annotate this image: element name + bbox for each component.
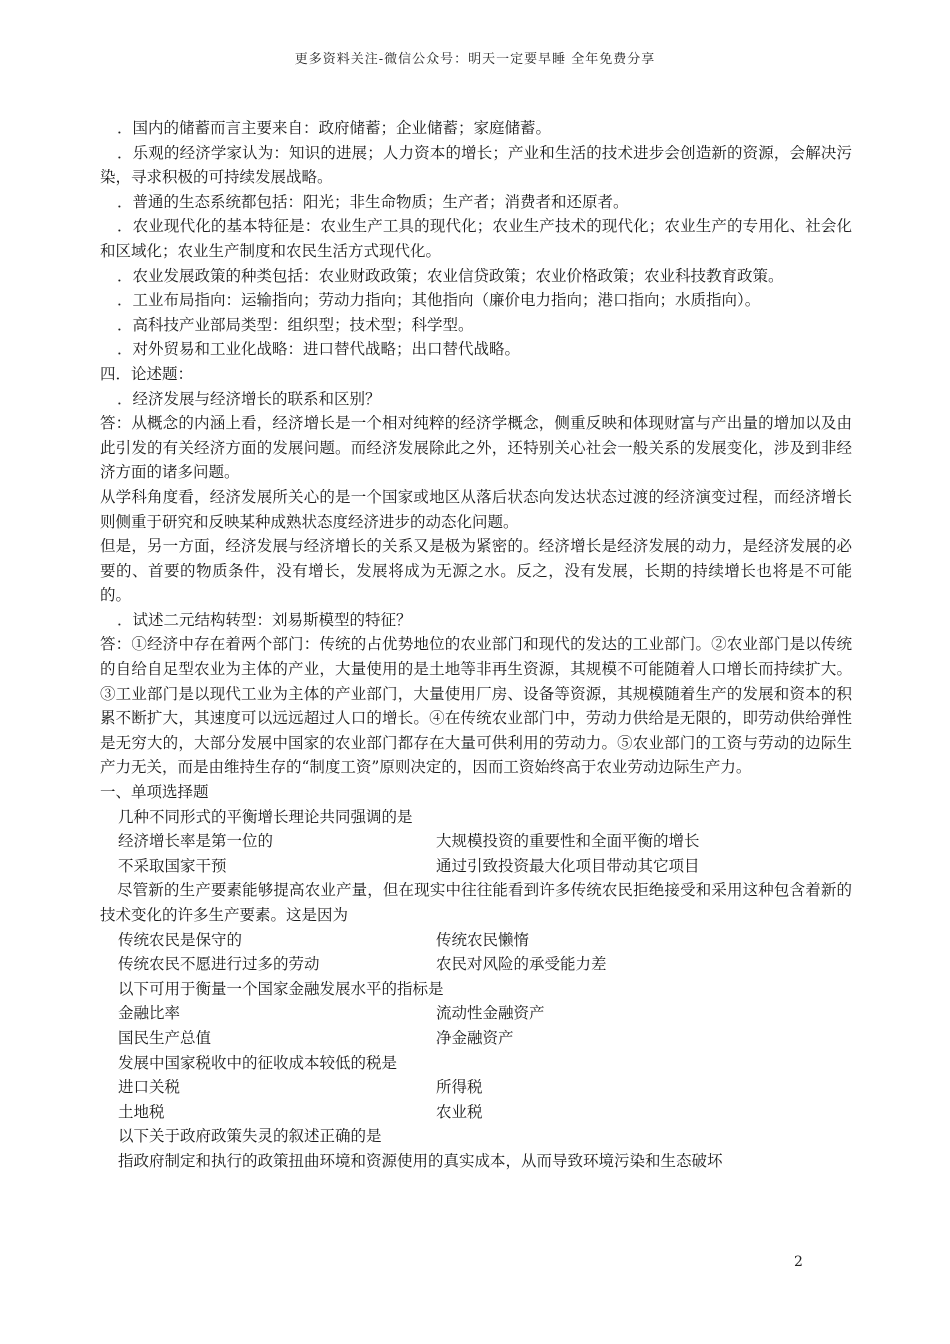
option: 不采取国家干预: [118, 856, 227, 875]
page-number: 2: [794, 1254, 803, 1270]
option: 农民对风险的承受能力差: [436, 955, 607, 974]
mc-heading: 一、单项选择题: [100, 783, 209, 802]
option: 农业税: [436, 1102, 483, 1121]
fill-item: ．乐观的经济学家认为：知识的进展；人力资本的增长；产业和生活的技术进步会创造新的资源，会解决污染，寻求积极的可持续发展战略。: [100, 143, 852, 187]
mc-question-2: 尽管新的生产要素能够提高农业产量，但在现实中往往能看到许多传统农民拒绝接受和采用这种包含着新的技术变化的许多生产要素。这是因为: [100, 881, 852, 924]
option: 金融比率: [118, 1004, 181, 1023]
essay-answer-1-para: 从学科角度看，经济发展所关心的是一个国家或地区从落后状态向发达状态过渡的经济演变过程，而经济增长则侧重于研究和反映某种成熟状态度经济进步的动态化问题。: [100, 487, 852, 531]
option-row: [100, 854, 852, 879]
option: 国民生产总值: [118, 1028, 212, 1047]
option: 所得税: [436, 1078, 483, 1097]
option-row: [100, 928, 852, 953]
mc-question-5: 以下关于政府政策失灵的叙述正确的是: [118, 1127, 382, 1146]
page-header: 更多资料关注-微信公众号：明天一定要早睡 全年免费分享: [294, 52, 656, 67]
essay-question-1: ．经济发展与经济增长的联系和区别？: [117, 389, 381, 408]
option: 净金融资产: [436, 1028, 514, 1047]
option-row: [100, 952, 852, 977]
fill-item: ．普通的生态系统都包括：阳光；非生命物质；生产者；消费者和还原者。: [117, 192, 629, 211]
option: 大规模投资的重要性和全面平衡的增长: [436, 832, 700, 851]
essay-answer-2: 答：①经济中存在着两个部门：传统的占优势地位的农业部门和现代的发达的工业部门。②农业部门是以传统的自给自足型农业为主体的产业，大量使用的是土地等非再生资源，其规模不可能随着人口增长而持续扩大。③工业部门是以现代工业为主体的产业部门，大量使用厂房、设备等资源，其规模随着生产的发展和资本的积累不断扩大，其速度可以远远超过人口的增长。④在传统农业部门中，劳动力供给是无限的，即劳动供给弹性是无穷大的，大部分发展中国家的农业部门都存在大量可供利用的劳动力。⑤农业部门的工资与劳动的边际生产力无关，而是由维持生存的“制度工资”原则决定的，因而工资始终高于农业劳动边际生产力。: [100, 635, 852, 777]
option: 传统农民不愿进行过多的劳动: [118, 955, 320, 974]
option-row: [100, 1026, 852, 1051]
option-row: [100, 829, 852, 854]
mc-question-4: 发展中国家税收中的征收成本较低的税是: [118, 1053, 398, 1072]
fill-item: ．对外贸易和工业化战略：进口替代战略；出口替代战略。: [117, 340, 521, 359]
fill-item: ．工业布局指向：运输指向；劳动力指向；其他指向（廉价电力指向；港口指向；水质指向）。: [117, 291, 761, 310]
fill-item: ．农业发展政策的种类包括：农业财政政策；农业信贷政策；农业价格政策；农业科技教育政策。: [117, 266, 784, 285]
fill-item: ．国内的储蓄而言主要来自：政府储蓄；企业储蓄；家庭储蓄。: [117, 119, 552, 137]
essay-question-2: ．试述二元结构转型：刘易斯模型的特征？: [117, 610, 412, 629]
fill-item: ．农业现代化的基本特征是：农业生产工具的现代化；农业生产技术的现代化；农业生产的专用化、社会化和区域化；农业生产制度和农民生活方式现代化。: [100, 217, 852, 260]
option: 土地税: [118, 1102, 165, 1121]
option-row: [100, 1001, 852, 1026]
essay-heading: 四．论述题：: [100, 364, 194, 383]
option: 通过引致投资最大化项目带动其它项目: [436, 856, 700, 875]
document-body: [100, 116, 852, 1174]
option: 传统农民懒惰: [436, 930, 530, 949]
essay-answer-1-para: 答：从概念的内涵上看，经济增长是一个相对纯粹的经济学概念，侧重反映和体现财富与产出量的增加以及由此引发的有关经济方面的发展问题。而经济发展除此之外，还特别关心社会一般关系的发展变化，涉及到非经济方面的诸多问题。: [100, 414, 852, 482]
option: 传统农民是保守的: [118, 930, 243, 949]
option-row: [100, 1100, 852, 1125]
option: 进口关税: [118, 1078, 181, 1097]
mc-question-1: 几种不同形式的平衡增长理论共同强调的是: [118, 807, 413, 826]
option: 经济增长率是第一位的: [118, 832, 274, 851]
essay-answer-1-para: 但是，另一方面，经济发展与经济增长的关系又是极为紧密的。经济增长是经济发展的动力，是经济发展的必要的、首要的物质条件，没有增长，发展将成为无源之水。反之，没有发展，长期的持续增长也将是不可能的。: [100, 537, 852, 605]
option: 流动性金融资产: [436, 1004, 545, 1023]
fill-item: ．高科技产业部局类型：组织型；技术型；科学型。: [117, 315, 474, 334]
option: 指政府制定和执行的政策扭曲环境和资源使用的真实成本，从而导致环境污染和生态破坏: [118, 1151, 723, 1170]
option-row: [100, 1075, 852, 1100]
mc-question-3: 以下可用于衡量一个国家金融发展水平的指标是: [118, 979, 444, 998]
